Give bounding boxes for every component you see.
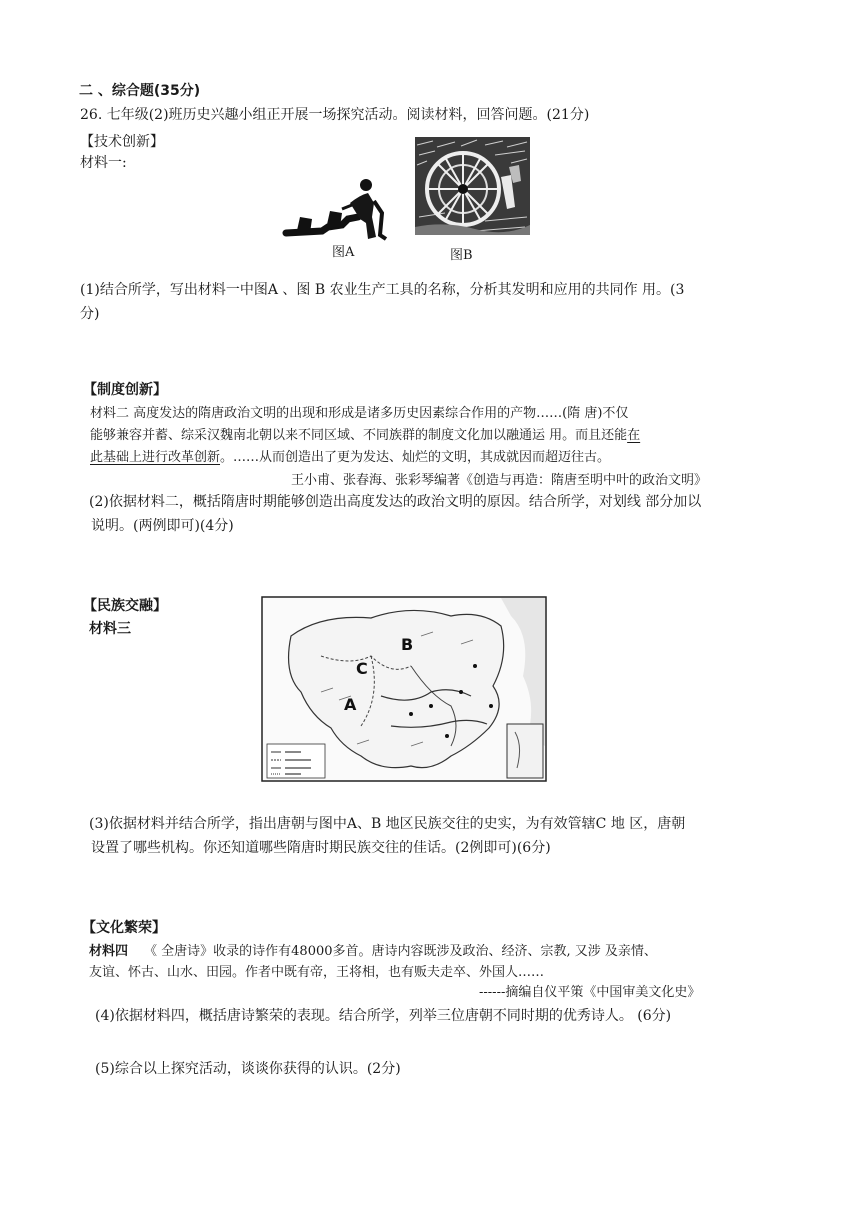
- question-3-text-cont: 设置了哪些机构。你还知道哪些隋唐时期民族交往的佳话。(2例即可)(6分): [91, 840, 551, 856]
- material-2-line-1: 材料二 高度发达的隋唐政治文明的出现和形成是诸多历史因素综合作用的产物……(隋 唐)不仅: [90, 406, 629, 421]
- material-2-line-2: [90, 424, 640, 443]
- question-5-text: (5)综合以上探究活动，谈谈你获得的认识。(2分): [95, 1061, 401, 1077]
- question-1-text: (1)结合所学，写出材料一中图A 、图 B 农业生产工具的名称，分析其发明和应用的共同作 用。(3: [80, 282, 685, 298]
- material-4-line-2: 友谊、怀古、山水、田园。作者中既有帝，王将相，也有贩夫走卒、外国人……: [89, 965, 545, 980]
- question-4-text: (4)依据材料四，概括唐诗繁荣的表现。结合所学，列举三位唐朝不同时期的优秀诗人。 (6分): [95, 1008, 672, 1024]
- material-4-label: 材料四: [89, 944, 129, 959]
- material-2-line-3-rest: 。……从而创造出了更为发达、灿烂的文明，其成就因而超迈往古。: [220, 450, 611, 465]
- section-title: 二 、综合题(35分): [79, 83, 201, 99]
- material-2-line-3: [90, 446, 610, 465]
- material-4-source: ------摘编自仪平策《中国审美文化史》: [479, 985, 701, 1000]
- figure-b-caption: 图B: [450, 248, 473, 263]
- figure-a-caption: 图A: [332, 245, 355, 260]
- question-26-prompt: 26. 七年级(2)班历史兴趣小组正开展一场探究活动。阅读材料，回答问题。(21分): [80, 107, 590, 123]
- tang-territory-map: [261, 596, 547, 782]
- figure-a-plough-image: [282, 173, 390, 243]
- question-1-text-cont: 分): [80, 306, 100, 322]
- material-1-label: 材料一:: [80, 155, 127, 171]
- figure-b-waterwheel-image: [415, 137, 530, 235]
- underlined-text-start: 在: [627, 428, 641, 443]
- material-2-line-2-text: 能够兼容并蓄、综采汉魏南北朝以来不同区域、不同族群的制度文化加以融通运 用。而且还能: [90, 428, 628, 443]
- map-label-c: C: [356, 659, 368, 678]
- ethnic-heading: 【民族交融】: [83, 598, 167, 614]
- system-heading: 【制度创新】: [83, 382, 167, 398]
- question-2-text: (2)依据材料二，概括隋唐时期能够创造出高度发达的政治文明的原因。结合所学，对划线 部分加以: [89, 494, 702, 510]
- material-4-line-1: [89, 940, 657, 959]
- culture-heading: 【文化繁荣】: [82, 920, 166, 936]
- question-3-text: (3)依据材料并结合所学，指出唐朝与图中A、B 地区民族交往的史实，为有效管辖C 地 区，唐朝: [89, 816, 686, 832]
- underlined-text-reform: 此基础上进行改革创新: [90, 450, 221, 465]
- material-2-source: 王小甫、张春海、张彩琴编著《创造与再造：隋唐至明中叶的政治文明》: [291, 473, 708, 488]
- map-label-a: A: [344, 695, 357, 714]
- question-2-text-cont: 说明。(两例即可)(4分): [91, 518, 234, 534]
- tech-heading: 【技术创新】: [80, 134, 164, 150]
- map-label-b: B: [401, 635, 414, 654]
- material-4-line-1-text: 《 全唐诗》收录的诗作有48000多首。唐诗内容既涉及政治、经济、宗教, 又涉 及亲情、: [144, 944, 657, 959]
- material-3-label: 材料三: [89, 621, 131, 637]
